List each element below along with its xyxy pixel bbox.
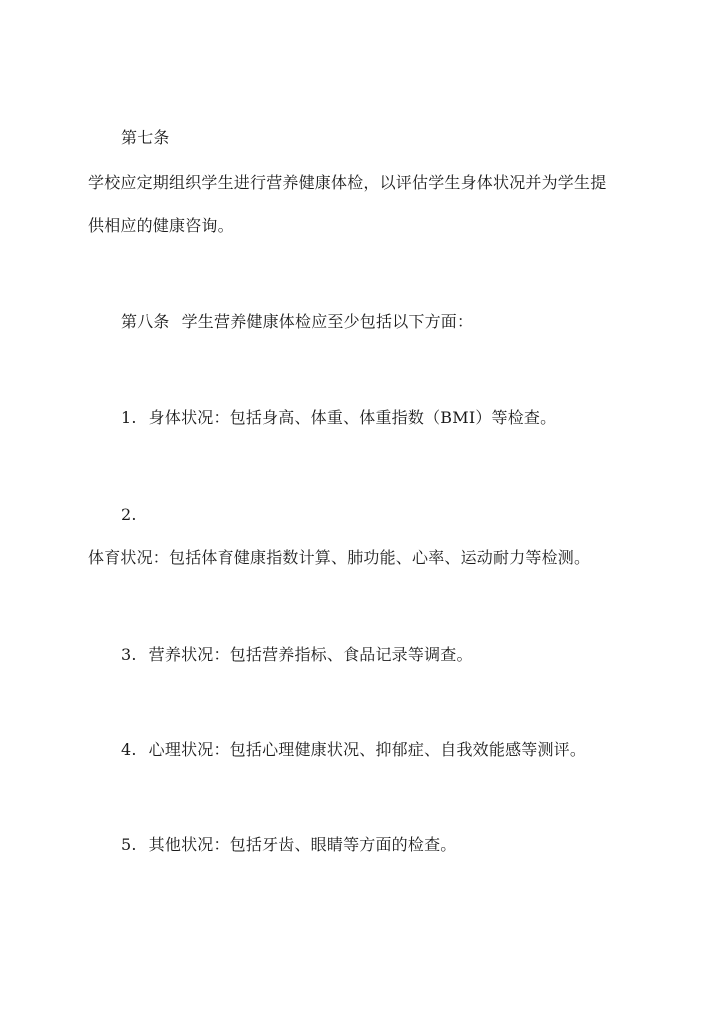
list-item-number: 4. <box>121 740 137 759</box>
list-item-text: 其他状况：包括牙齿、眼睛等方面的检查。 <box>148 835 457 854</box>
article-7-heading <box>121 128 170 148</box>
list-item-number: 1. <box>121 408 137 427</box>
list-item-text: 身体状况：包括身高、体重、体重指数（BMI）等检查。 <box>148 408 557 427</box>
list-item-2-text-line <box>88 548 590 568</box>
list-item-text: 营养状况：包括营养指标、食品记录等调查。 <box>148 645 473 664</box>
list-item-number: 3. <box>121 645 137 664</box>
article-7-heading-text: 第七条 <box>121 128 170 147</box>
article-7-body-line-1 <box>88 173 606 193</box>
list-item-5 <box>121 835 456 855</box>
article-8-intro: 学生营养健康体检应至少包括以下方面： <box>181 312 474 331</box>
list-item-number: 2. <box>121 505 137 524</box>
list-item-number: 5. <box>121 835 137 854</box>
list-item-text: 心理状况：包括心理健康状况、抑郁症、自我效能感等测评。 <box>148 740 587 759</box>
list-item-text: 体育状况：包括体育健康指数计算、肺功能、心率、运动耐力等检测。 <box>88 548 591 567</box>
article-7-body-text-2: 供相应的健康咨询。 <box>88 216 234 235</box>
list-item-2-number-line <box>121 505 137 525</box>
list-item-3 <box>121 645 473 665</box>
article-8-line <box>121 312 473 332</box>
list-item-1 <box>121 408 556 428</box>
article-7-body-line-2 <box>88 216 234 236</box>
article-7-body-text-1: 学校应定期组织学生进行营养健康体检，以评估学生身体状况并为学生提 <box>88 173 607 192</box>
article-8-heading: 第八条 <box>121 312 170 331</box>
list-item-4 <box>121 740 586 760</box>
